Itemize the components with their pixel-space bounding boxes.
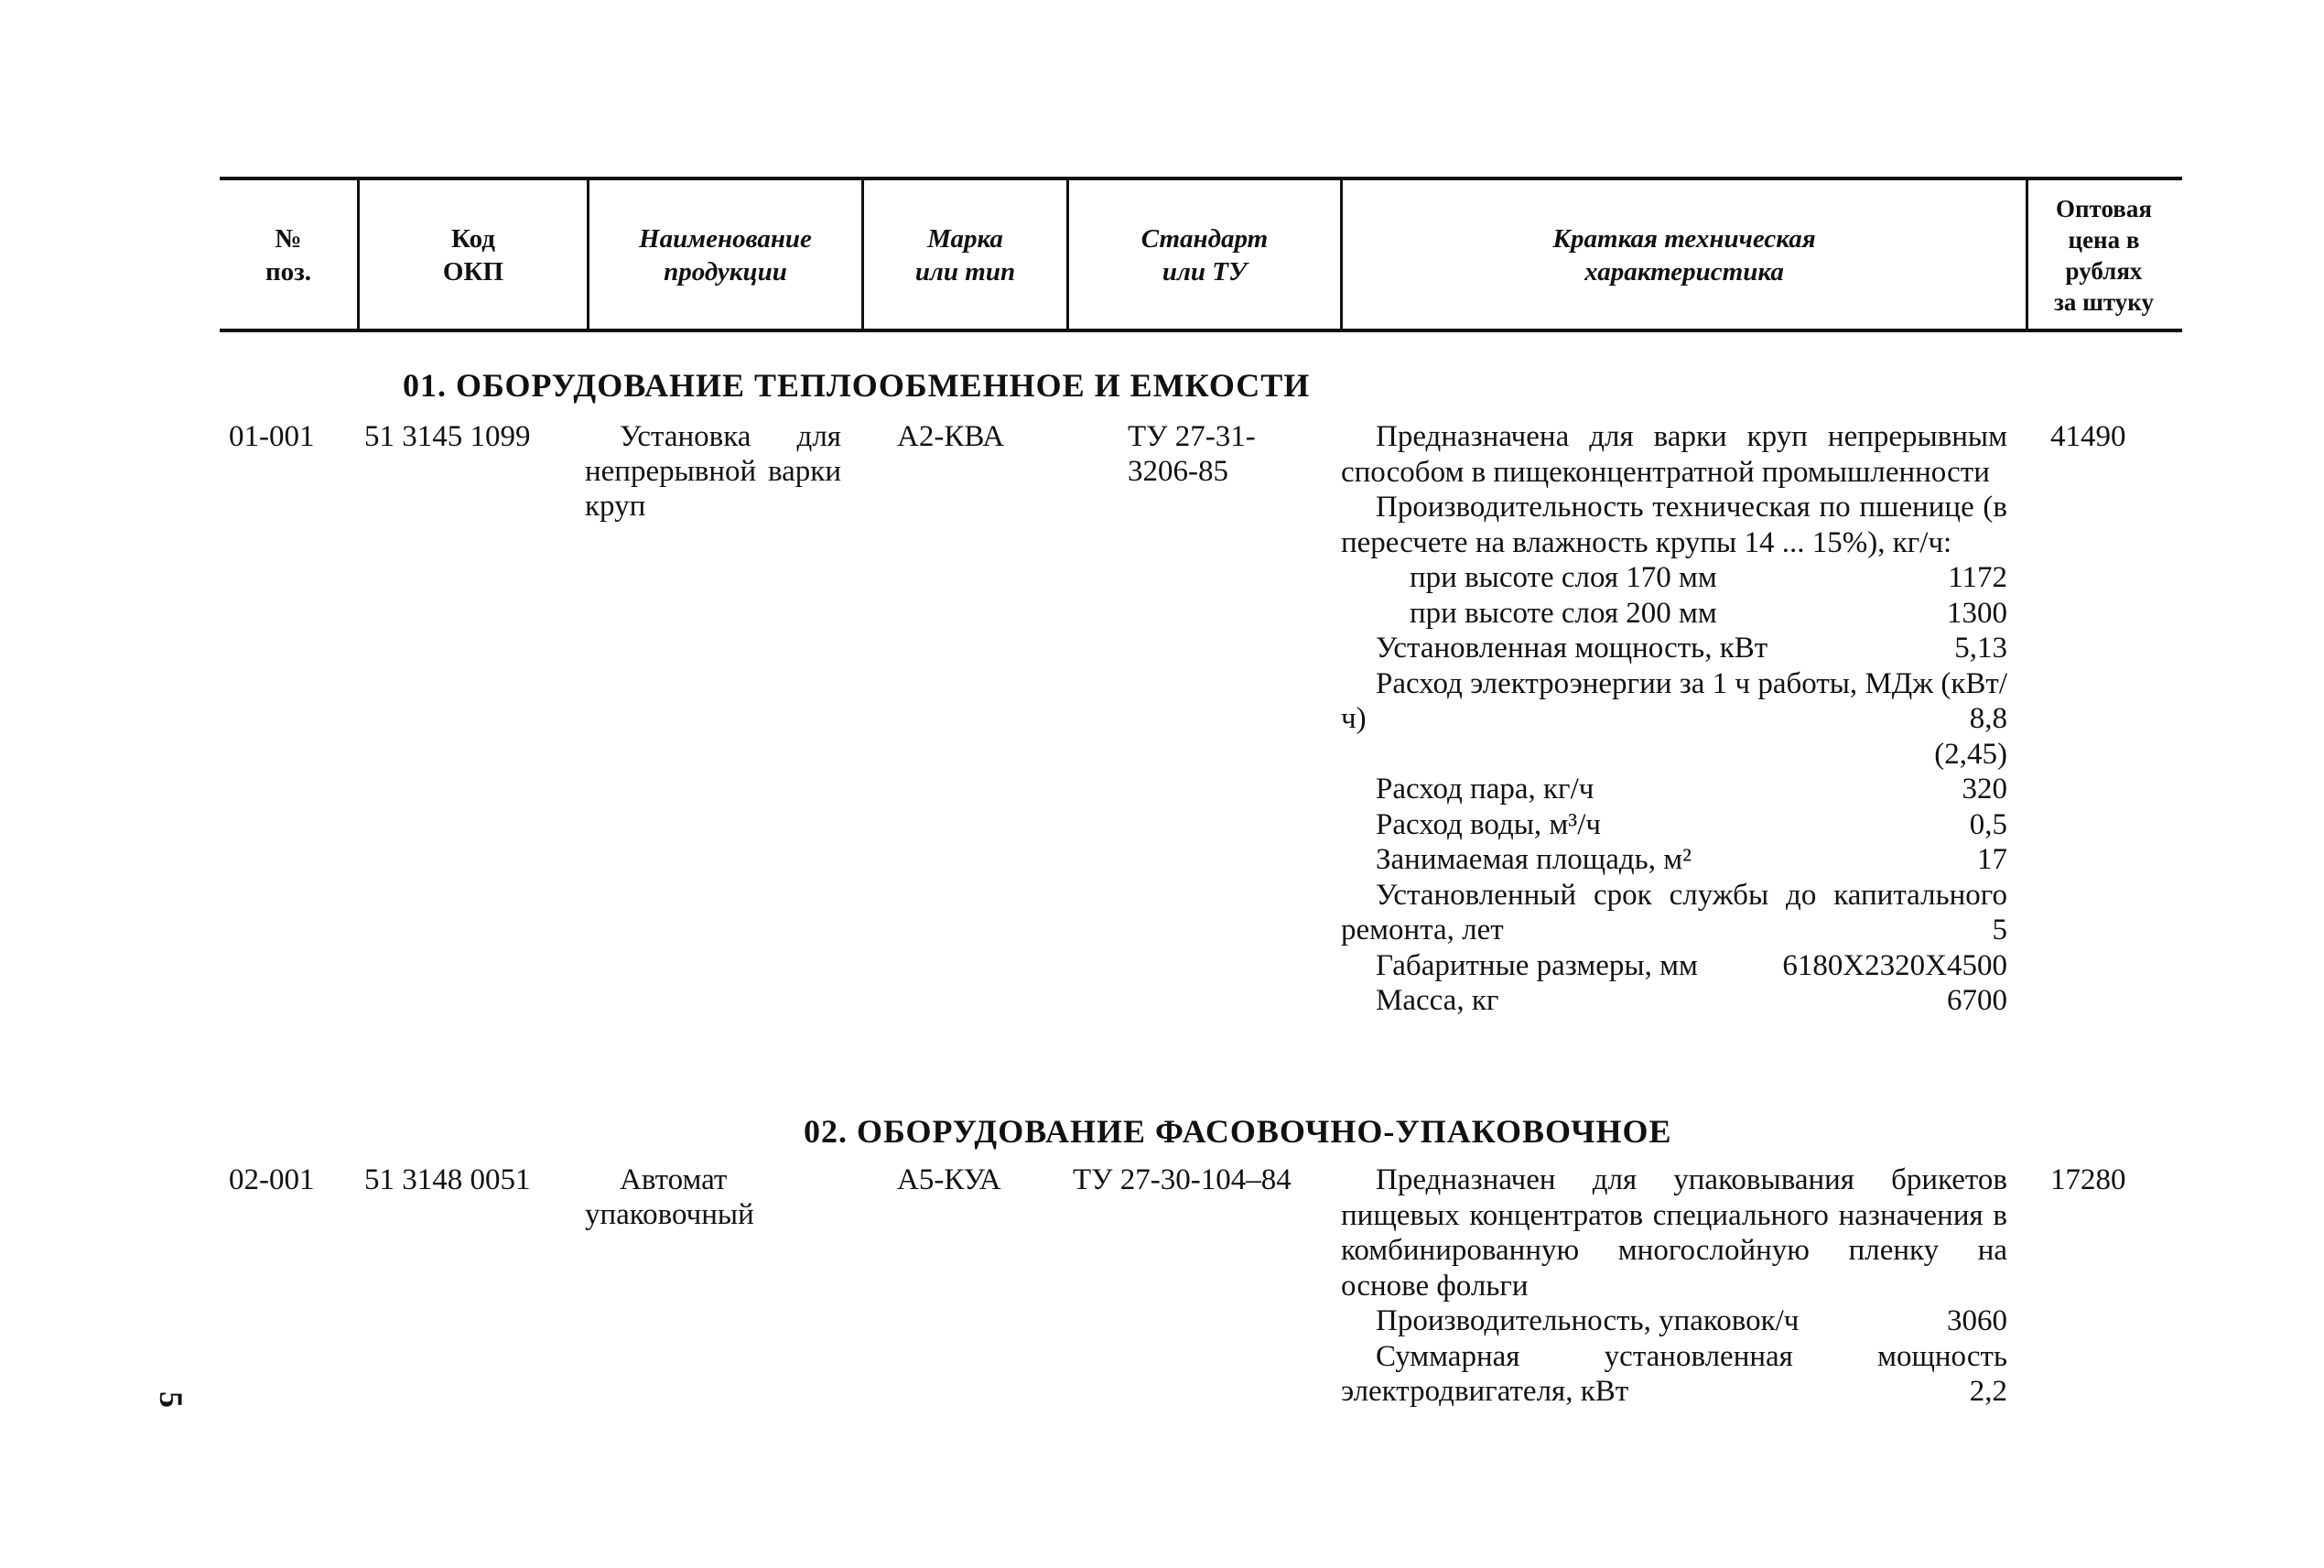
spec-value: 1300 xyxy=(1947,596,2007,630)
price: 41490 xyxy=(2050,420,2126,453)
spec-label: Занимаемая площадь, м² xyxy=(1376,843,1692,876)
product-name: Автомат упаковочный xyxy=(585,1163,754,1231)
technical-description xyxy=(1341,419,2007,1019)
header-product-name: Наименование продукции xyxy=(639,224,812,287)
standard: ТУ 27-30-104–84 xyxy=(1073,1163,1292,1196)
spec-value: 320 xyxy=(1962,773,2007,806)
spec-label: при высоте слоя 170 мм xyxy=(1410,561,1717,594)
spec-row xyxy=(1341,842,2007,878)
technical-description xyxy=(1341,1162,2007,1410)
page-number: 5 xyxy=(153,1391,189,1408)
purpose-text: Предназначена для варки круп непрерывным способом в пищеконцентратной промышленности xyxy=(1341,420,2007,489)
spec-value: 0,5 xyxy=(1969,807,2007,841)
position-number: 02-001 xyxy=(229,1163,315,1196)
mark-type: А2-КВА xyxy=(897,420,1005,453)
spec-value: 5,13 xyxy=(1954,632,2007,665)
purpose-text: Предназначен для упаковывания брикетов пищевых концентратов специального назначения в комбинированную многослойную пленку на основе фольги xyxy=(1341,1163,2007,1303)
position-number: 01-001 xyxy=(229,420,315,453)
standard: ТУ 27-31- 3206-85 xyxy=(1128,420,1256,488)
spec-label: при высоте слоя 200 мм xyxy=(1410,596,1717,630)
spec-row xyxy=(1341,560,2007,596)
spec-label: Суммарная установленная мощность электродвигателя, кВт xyxy=(1341,1339,2007,1408)
spec-label: Расход электроэнергии за 1 ч работы, МДж (кВт/ч) xyxy=(1341,666,2007,735)
spec-row xyxy=(1341,983,2007,1019)
mark-type: А5-КУА xyxy=(897,1163,1001,1196)
spec-row xyxy=(1341,1303,2007,1339)
spec-value: 17 xyxy=(1977,843,2007,876)
spec-row xyxy=(1341,772,2007,807)
spec-value: 6180Х2320Х4500 xyxy=(1782,948,2007,982)
spec-value: 5 xyxy=(1992,914,2007,946)
spec-value: 8,8 xyxy=(1969,702,2007,735)
okp-code: 51 3145 1099 xyxy=(364,420,531,453)
spec-value: 1172 xyxy=(1948,561,2007,594)
header-okp-code: Код ОКП xyxy=(442,224,504,287)
spec-row xyxy=(1341,666,2007,737)
productivity-text: Производительность техническая по пшенице (в пересчете на влажность крупы 14 ... 15%), кг/ч: xyxy=(1341,491,2007,559)
spec-value: 2,2 xyxy=(1969,1375,2007,1408)
spec-row xyxy=(1341,807,2007,843)
spec-label: Установленная мощность, кВт xyxy=(1376,632,1768,665)
okp-code: 51 3148 0051 xyxy=(364,1163,531,1196)
price: 17280 xyxy=(2050,1163,2126,1196)
spec-row xyxy=(1341,948,2007,984)
spec-label: Расход воды, м³/ч xyxy=(1376,807,1601,841)
spec-value-secondary: (2,45) xyxy=(1934,737,2007,771)
header-standard: Стандарт или ТУ xyxy=(1140,224,1269,287)
spec-row xyxy=(1341,878,2007,948)
spec-row xyxy=(1341,631,2007,666)
header-position-number: № поз. xyxy=(265,224,312,287)
header-price: Оптовая цена в рублях за штуку xyxy=(2054,195,2154,316)
spec-value: 3060 xyxy=(1947,1304,2007,1337)
spec-label: Установленный срок службы до капитального ремонта, лет xyxy=(1341,878,2007,946)
section-title: 01. ОБОРУДОВАНИЕ ТЕПЛООБМЕННОЕ И ЕМКОСТИ xyxy=(403,367,1311,404)
section-title: 02. ОБОРУДОВАНИЕ ФАСОВОЧНО-УПАКОВОЧНОЕ xyxy=(804,1113,1672,1150)
spec-value: 6700 xyxy=(1947,984,2007,1017)
product-name: Установка для непрерывной варки круп xyxy=(585,420,841,523)
header-description: Краткая техническая характеристика xyxy=(1552,224,1816,287)
spec-row xyxy=(1341,596,2007,632)
spec-label: Масса, кг xyxy=(1376,984,1499,1017)
spec-label: Расход пара, кг/ч xyxy=(1376,773,1594,806)
spec-row xyxy=(1341,1339,2007,1410)
spec-label: Производительность, упаковок/ч xyxy=(1376,1304,1800,1337)
header-mark-type: Марка или тип xyxy=(914,224,1016,287)
spec-label: Габаритные размеры, мм xyxy=(1376,948,1698,982)
